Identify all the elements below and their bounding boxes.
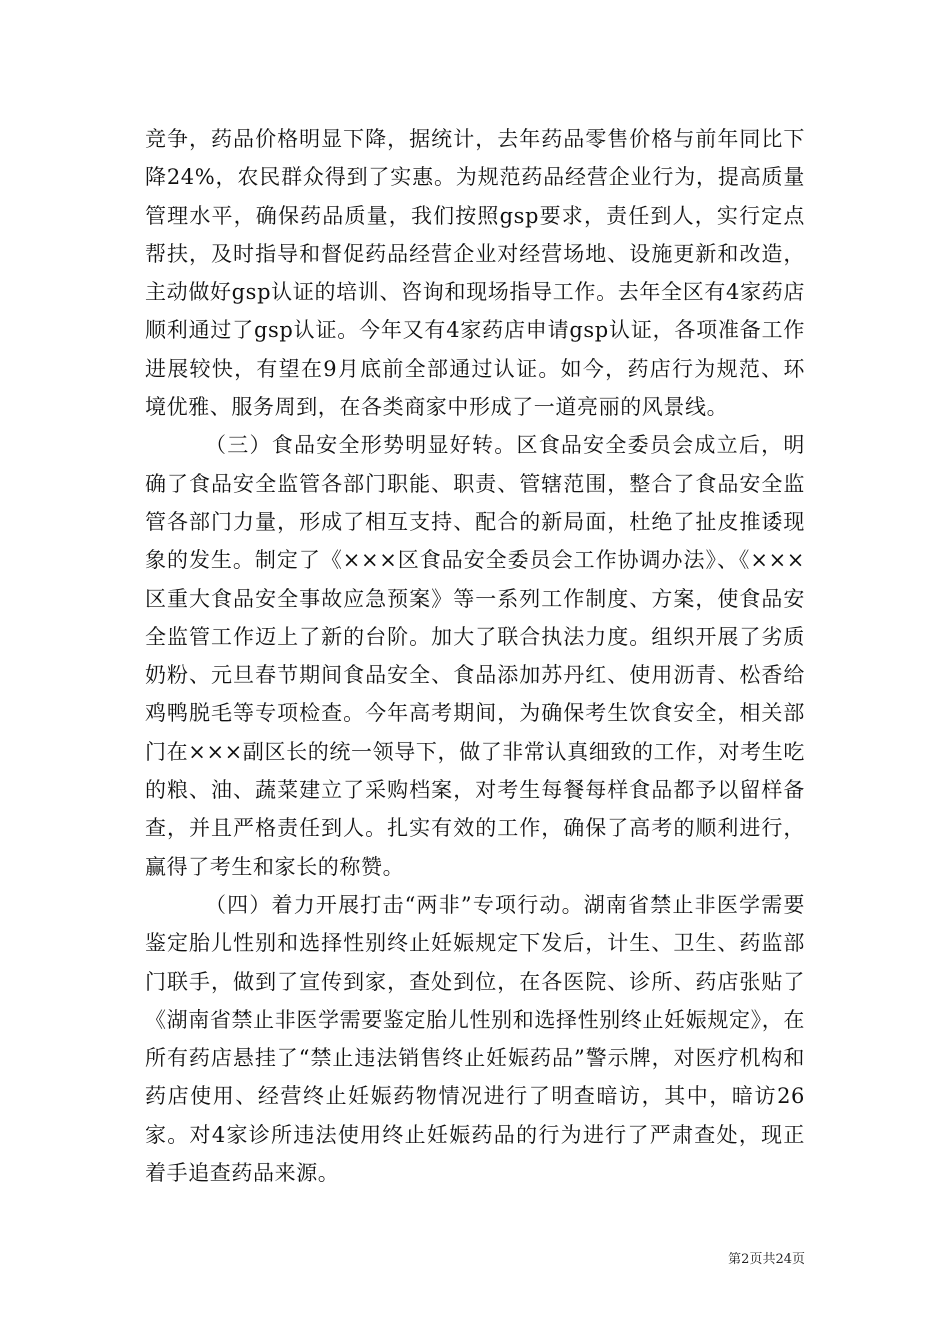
page-number: 第2页共24页 <box>728 1252 805 1267</box>
document-body <box>145 120 805 1192</box>
paragraph-3: （四）着力开展打击“两非”专项行动。湖南省禁止非医学需要鉴定胎儿性别和选择性别终止妊娠规定下发后，计生、卫生、药监部门联手，做到了宣传到家，查处到位，在各医院、诊所、药店张贴了《湖南省禁止非医学需要鉴定胎儿性别和选择性别终止妊娠规定》，在所有药店悬挂了“禁止违法销售终止妊娠药品”警示牌，对医疗机构和药店使用、经营终止妊娠药物情况进行了明查暗访，其中，暗访26家。对4家诊所违法使用终止妊娠药品的行为进行了严肃查处，现正着手追查药品来源。 <box>145 892 805 1186</box>
paragraph-1: 竞争，药品价格明显下降，据统计，去年药品零售价格与前年同比下降24%，农民群众得到了实惠。为规范药品经营企业行为，提高质量管理水平，确保药品质量，我们按照gsp要求，责任到人，实行定点帮扶，及时指导和督促药品经营企业对经营场地、设施更新和改造，主动做好gsp认证的培训、咨询和现场指导工作。去年全区有4家药店顺利通过了gsp认证。今年又有4家药店申请gsp认证，各项准备工作进展较快，有望在9月底前全部通过认证。如今，药店行为规范、环境优雅、服务周到，在各类商家中形成了一道亮丽的风景线。 <box>145 127 805 420</box>
paragraph-2: （三）食品安全形势明显好转。区食品安全委员会成立后，明确了食品安全监管各部门职能、职责、管辖范围，整合了食品安全监管各部门力量，形成了相互支持、配合的新局面，杜绝了扯皮推诿现象的发生。制定了《×××区食品安全委员会工作协调办法》、《×××区重大食品安全事故应急预案》等一系列工作制度、方案，使食品安全监管工作迈上了新的台阶。加大了联合执法力度。组织开展了劣质奶粉、元旦春节期间食品安全、食品添加苏丹红、使用沥青、松香给鸡鸭脱毛等专项检查。今年高考期间，为确保考生饮食安全，相关部门在×××副区长的统一领导下，做了非常认真细致的工作，对考生吃的粮、油、蔬菜建立了采购档案，对考生每餐每样食品都予以留样备查，并且严格责任到人。扎实有效的工作，确保了高考的顺利进行，赢得了考生和家长的称赞。 <box>145 433 805 879</box>
